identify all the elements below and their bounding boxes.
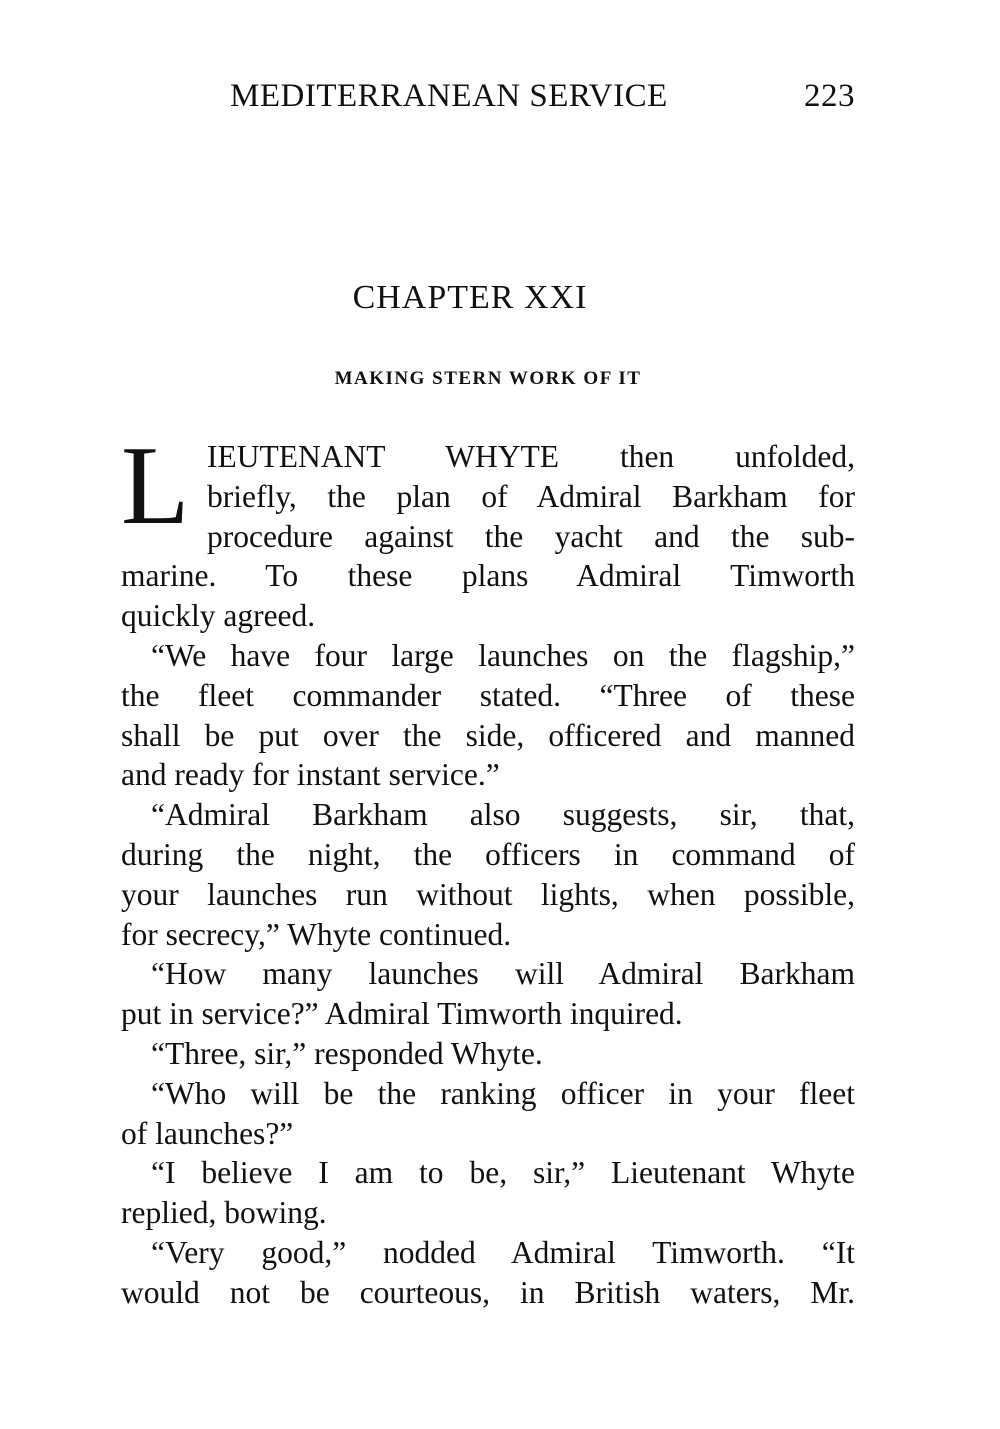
- running-head: [120, 78, 855, 118]
- text-line: “Admiral Barkham also suggests, sir, that,: [151, 797, 855, 833]
- text-line: “How many launches will Admiral Barkham: [151, 956, 855, 992]
- text-line: for secrecy,” Whyte continued.: [121, 916, 512, 952]
- page-number: 223: [804, 78, 855, 114]
- text-line: briefly, the plan of Admiral Barkham for: [207, 478, 855, 514]
- text-line: the fleet commander stated. “Three of these: [121, 677, 855, 713]
- text-line: your launches run without lights, when possible,: [121, 876, 855, 912]
- text-line: replied, bowing.: [121, 1195, 327, 1231]
- text-line: “Who will be the ranking officer in your fleet: [151, 1075, 855, 1111]
- text-line: put in service?” Admiral Timworth inquired.: [121, 996, 683, 1032]
- text-line: of launches?”: [121, 1115, 294, 1151]
- text-line: during the night, the officers in command of: [121, 836, 855, 872]
- text-line: procedure against the yacht and the sub-: [207, 518, 855, 554]
- chapter-title: MAKING STERN WORK OF IT: [334, 368, 642, 389]
- text-line: “Very good,” nodded Admiral Timworth. “It: [151, 1234, 855, 1270]
- body-text: [121, 424, 855, 1313]
- running-title: MEDITERRANEAN SERVICE: [230, 78, 668, 114]
- text-line: marine. To these plans Admiral Timworth: [121, 558, 855, 594]
- text-line: “Three, sir,” responded Whyte.: [151, 1035, 543, 1071]
- text-line: quickly agreed.: [121, 598, 316, 634]
- text-line: and ready for instant service.”: [121, 757, 500, 793]
- text-line: shall be put over the side, officered and manned: [121, 717, 855, 753]
- chapter-number: CHAPTER XXI: [352, 279, 588, 316]
- text-line: “We have four large launches on the flagship,”: [151, 637, 855, 673]
- text-line: “I believe I am to be, sir,” Lieutenant Whyte: [151, 1155, 855, 1191]
- text-line: IEUTENANT WHYTE then unfolded,: [207, 439, 855, 474]
- text-line: would not be courteous, in British waters, Mr.: [121, 1274, 855, 1310]
- drop-cap: L: [121, 424, 190, 548]
